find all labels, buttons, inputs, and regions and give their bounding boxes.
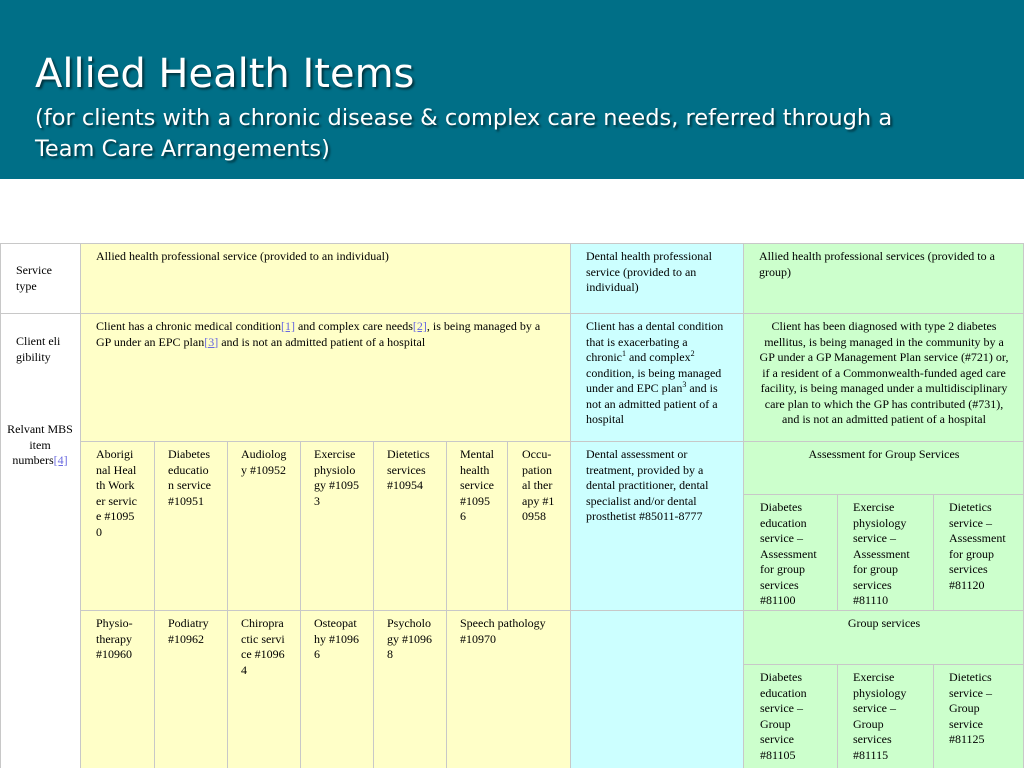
row-label-client-eligibility: Client eligibility bbox=[16, 334, 61, 364]
mbs-item-mental-health: Mental health service #10956 bbox=[447, 442, 507, 610]
group-service-exercise: Exercise physiology service – Group services #81115 bbox=[838, 665, 933, 768]
service-type-individual: Allied health professional service (provided to an individual) bbox=[81, 244, 570, 313]
mbs-item-dental: Dental assessment or treatment, provided by a dental practitioner, dental specialist and/or dental prosthetist #85011-8777 bbox=[571, 442, 743, 768]
mbs-item-aboriginal-health-worker: Aboriginal Health Worker service #10950 bbox=[81, 442, 154, 610]
row-label-mbs-items: Relvant MBS item numbers[4] bbox=[7, 422, 73, 467]
reference-link-3[interactable]: [3] bbox=[204, 334, 219, 349]
group-service-dietetics: Dietetics service – Group service #81125 bbox=[934, 665, 1024, 768]
mbs-item-exercise-physiology: Exercise physiology #10953 bbox=[301, 442, 373, 610]
group-assessment-dietetics: Dietetics service – Assessment for group services #81120 bbox=[934, 495, 1024, 610]
mbs-item-osteopathy: Osteopathy #10966 bbox=[301, 611, 373, 768]
reference-link-2[interactable]: [2] bbox=[412, 319, 427, 333]
mbs-item-dietetics: Dietetics services #10954 bbox=[374, 442, 446, 610]
service-type-group: Allied health professional services (provided to a group) bbox=[744, 244, 1024, 313]
slide-title: Allied Health Items bbox=[35, 51, 415, 97]
reference-link-1[interactable]: [1] bbox=[280, 319, 295, 333]
mbs-item-psychology: Psychology #10968 bbox=[374, 611, 446, 768]
group-assessment-diabetes: Diabetes education service – Assessment for group services #81100 bbox=[744, 495, 837, 610]
reference-link[interactable]: [4] bbox=[53, 453, 68, 467]
service-type-dental: Dental health professional service (provided to an individual) bbox=[571, 244, 743, 313]
group-assessment-exercise: Exercise physiology service – Assessment for group services #81110 bbox=[838, 495, 933, 610]
group-services-heading: Group services bbox=[744, 611, 1024, 664]
mbs-item-podiatry: Podiatry #10962 bbox=[155, 611, 227, 768]
mbs-item-chiropractic: Chiropractic service #10964 bbox=[228, 611, 300, 768]
eligibility-dental: Client has a dental condition that is exacerbating a chronic$^1$ and complex$^2$ condition, is being managed under and EPC plan$^3$ and is not an admitted patient of a hospital bbox=[571, 314, 743, 441]
eligibility-group: Client has been diagnosed with type 2 diabetes mellitus, is being managed in the community by a GP under a GP Management Plan service (#721) or, if a resident of a Commonwealth-funded aged care facility, is being managed under a multidisciplinary care plan to which the GP has contributed (#731), and is not an admitted patient of a hospital bbox=[744, 314, 1024, 441]
group-service-diabetes: Diabetes education service – Group service #81105 bbox=[744, 665, 837, 768]
mbs-item-diabetes-education: Diabetes education service #10951 bbox=[155, 442, 227, 610]
mbs-item-physiotherapy: Physio-therapy #10960 bbox=[81, 611, 154, 768]
mbs-item-speech-pathology: Speech pathology #10970 bbox=[447, 611, 570, 768]
mbs-item-occupational-therapy: Occu-pational therapy #10958 bbox=[508, 442, 570, 610]
group-assessment-heading: Assessment for Group Services bbox=[744, 442, 1024, 494]
eligibility-individual: Client has a chronic medical condition[1] and complex care needs[2], is being managed by a GP under an EPC plan[3] and is not an admitted patient of a hospital bbox=[81, 314, 570, 441]
mbs-item-audiology: Audiology #10952 bbox=[228, 442, 300, 610]
slide-subtitle: (for clients with a chronic disease & complex care needs, referred through a Team Care Arrangements) bbox=[35, 105, 893, 162]
row-label-service-type: Service type bbox=[16, 263, 52, 293]
